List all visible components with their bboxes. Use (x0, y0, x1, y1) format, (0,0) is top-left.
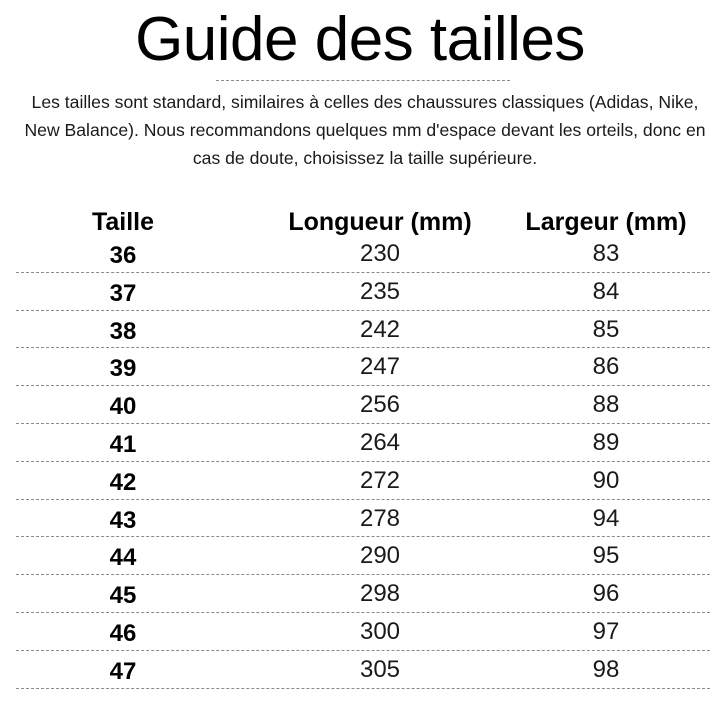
size-cell: 42 (109, 468, 137, 496)
table-row (0, 351, 720, 389)
row-divider (16, 650, 710, 651)
table-row (0, 616, 720, 654)
width-cell: 97 (592, 617, 620, 645)
length-cell: 247 (359, 353, 401, 381)
size-cell: 39 (109, 355, 137, 383)
width-cell: 84 (592, 277, 620, 305)
size-cell: 37 (109, 279, 137, 307)
table-body (0, 238, 720, 692)
width-cell: 85 (592, 315, 620, 343)
row-divider (16, 536, 710, 537)
intro-text: Les tailles sont standard, similaires à celles des chaussures classiques (Adidas, Nike, New Balance). Nous recommandons quelques mm d'espace devant les orteils, donc en cas de doute, choisissez la taille supérieure. (24, 92, 706, 168)
row-divider (16, 688, 710, 689)
width-cell: 83 (592, 240, 620, 267)
width-cell: 94 (592, 504, 620, 532)
table-row (0, 578, 720, 616)
header-size: Taille (91, 208, 155, 236)
length-cell: 298 (359, 580, 401, 608)
width-cell: 86 (592, 353, 620, 381)
table-row (0, 465, 720, 503)
size-cell: 47 (109, 657, 137, 685)
size-cell: 38 (109, 317, 137, 345)
table-row (0, 540, 720, 578)
table-row (0, 654, 720, 692)
table-row (0, 427, 720, 465)
length-cell: 272 (359, 466, 401, 494)
size-cell: 41 (109, 430, 137, 458)
size-cell: 44 (109, 544, 137, 572)
size-cell: 43 (109, 506, 137, 534)
row-divider (16, 347, 710, 348)
header-length: Longueur (mm) (288, 208, 472, 236)
row-divider (16, 385, 710, 386)
length-cell: 230 (359, 240, 401, 267)
page-title: Guide des tailles (135, 5, 585, 74)
length-cell: 278 (359, 504, 401, 532)
length-cell: 290 (359, 542, 401, 570)
row-divider (16, 461, 710, 462)
title-divider (216, 80, 510, 81)
width-cell: 90 (592, 466, 620, 494)
length-cell: 305 (359, 655, 401, 683)
header-width: Largeur (mm) (525, 208, 687, 236)
length-cell: 256 (359, 391, 401, 419)
length-cell: 235 (359, 277, 401, 305)
size-cell: 46 (109, 619, 137, 647)
size-cell: 36 (109, 242, 137, 269)
row-divider (16, 574, 710, 575)
row-divider (16, 499, 710, 500)
size-cell: 45 (109, 582, 137, 610)
table-header (0, 204, 720, 240)
length-cell: 264 (359, 428, 401, 456)
width-cell: 88 (592, 391, 620, 419)
length-cell: 300 (359, 617, 401, 645)
row-divider (16, 272, 710, 273)
size-cell: 40 (109, 393, 137, 421)
length-cell: 242 (359, 315, 401, 343)
width-cell: 96 (592, 580, 620, 608)
table-row (0, 314, 720, 352)
row-divider (16, 310, 710, 311)
table-row (0, 503, 720, 541)
width-cell: 95 (592, 542, 620, 570)
width-cell: 89 (592, 428, 620, 456)
table-row (0, 276, 720, 314)
row-divider (16, 423, 710, 424)
row-divider (16, 612, 710, 613)
table-row (0, 238, 720, 276)
table-row (0, 389, 720, 427)
width-cell: 98 (592, 655, 620, 683)
